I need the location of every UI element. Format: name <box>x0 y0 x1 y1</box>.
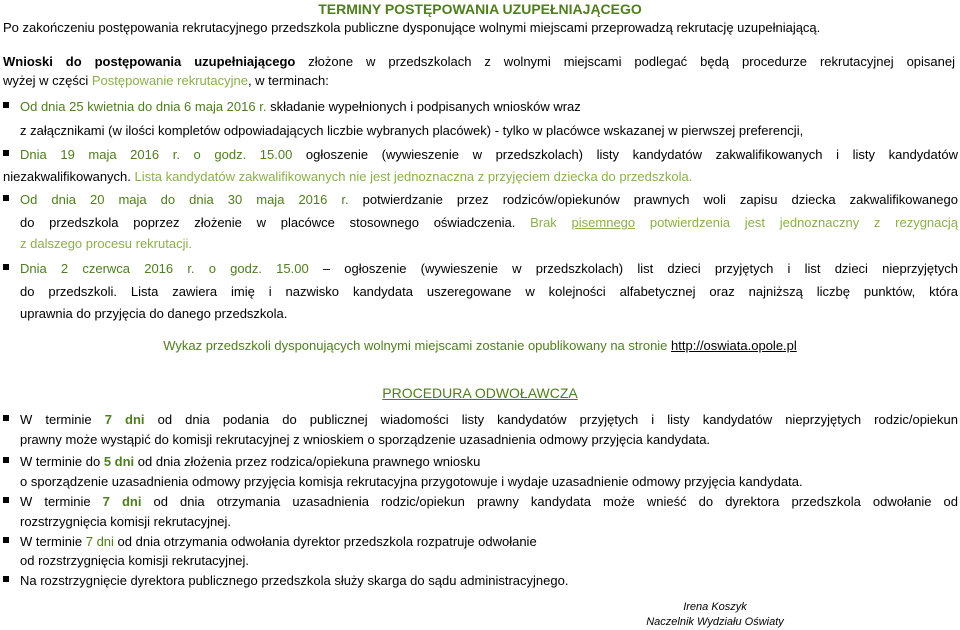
appeal-2-line-1 <box>20 452 958 471</box>
term-2-date: Dnia 19 maja 2016 r. o godz. 15.00 <box>20 147 293 162</box>
intro-line-3-b: , w terminach: <box>247 73 329 88</box>
term-3-text-2d: potwierdzenia jest jednoznaczny z rezygnacją <box>635 215 959 230</box>
term-4-date: Dnia 2 czerwca 2016 r. o godz. 15.00 <box>20 261 309 276</box>
appeal-4-a: W terminie <box>20 534 86 549</box>
appeal-1-line-2: prawny może wystąpić do komisji rekrutacyjnej z wnioskiem o sporządzenie uzasadnienia odmowy przyjęcia kandydata. <box>20 432 711 447</box>
appeal-3-days: 7 dni <box>102 494 142 509</box>
term-4-line-2: do przedszkoli. Lista zawiera imię i nazwisko kandydata uszeregowane w kolejności alfabetycznej oraz najniższą liczbę punktów, która <box>20 284 958 299</box>
bullet-icon <box>3 145 13 164</box>
appeal-5-line-1: Na rozstrzygnięcie dyrektora publicznego przedszkola służy skarga do sądu administracyjnego. <box>20 573 569 588</box>
bullet-icon <box>3 410 13 429</box>
term-2-note: Lista kandydatów zakwalifikowanych nie jest jednoznaczna z przyjęciem dziecka do przedszkola. <box>134 169 693 184</box>
bullet-icon <box>3 571 13 590</box>
term-4-line-1 <box>20 259 958 278</box>
term-3-text-2b: Brak <box>530 215 572 230</box>
section-title-appeal: PROCEDURA ODWOŁAWCZA <box>382 385 578 401</box>
term-3-line-2 <box>20 213 958 232</box>
appeal-3-line-2: rozstrzygnięcia komisji rekrutacyjnej. <box>20 514 231 529</box>
appeal-3-b: od dnia otrzymania uzasadnienia rodzic/opiekun prawny kandydata może wnieść do dyrektora przedszkola odwołanie od <box>141 494 958 509</box>
signature-role: Naczelnik Wydziału Oświaty <box>646 616 784 628</box>
intro-line-3 <box>3 71 955 90</box>
appeal-4-line-1 <box>20 532 958 551</box>
term-1-text: składanie wypełnionych i podpisanych wniosków wraz <box>266 99 581 114</box>
appeal-2-b: od dnia złożenia przez rodzica/opiekuna prawnego wniosku <box>134 454 481 469</box>
term-3-line-3: z dalszego procesu rekrutacji. <box>20 236 192 251</box>
term-3-date: Od dnia 20 maja do dnia 30 maja 2016 r. <box>20 192 349 207</box>
intro-line-3-a: wyżej w części <box>3 73 92 88</box>
appeal-2-days: 5 dni <box>103 454 135 469</box>
appeal-2-a: W terminie do <box>20 454 104 469</box>
term-3-text-2a: do przedszkola poprzez złożenie w placówce stosownego oświadczenia. <box>20 215 531 230</box>
term-3-text: potwierdzanie przez rodziców/opiekunów prawnych woli zapisu dziecka zakwalifikowanego <box>348 192 958 207</box>
bullet-icon <box>3 452 13 471</box>
term-3-line-1 <box>20 190 958 209</box>
term-2-line-2 <box>3 167 955 186</box>
notice-text: Wykaz przedszkoli dysponujących wolnymi miejscami zostanie opublikowany na stronie <box>163 338 672 353</box>
bullet-icon <box>3 97 13 116</box>
appeal-3-a: W terminie <box>20 494 103 509</box>
term-2-line-1 <box>20 145 958 164</box>
appeal-4-line-2: od rozstrzygnięcia komisji rekrutacyjnej. <box>20 553 250 568</box>
term-1-line-1 <box>20 97 958 116</box>
intro-line-2-rest: złożone w przedszkolach z wolnymi miejscami podlegać będą procedurze rekrutacyjnej opisanej <box>295 54 956 69</box>
bullet-icon <box>3 259 13 278</box>
intro-line-1: Po zakończeniu postępowania rekrutacyjnego przedszkola publiczne dysponujące wolnymi miejscami przeprowadzą rekrutację uzupełniającą. <box>3 20 821 35</box>
intro-line-2 <box>3 52 955 71</box>
page-title: TERMINY POSTĘPOWANIA UZUPEŁNIAJĄCEGO <box>318 1 642 17</box>
term-4-text: – ogłoszenie (wywieszenie w przedszkolach) list dzieci przyjętych i list dzieci nieprzyjętych <box>308 261 958 276</box>
term-1-date: Od dnia 25 kwietnia do dnia 6 maja 2016 r. <box>20 99 267 114</box>
oswiata-link[interactable]: http://oswiata.opole.pl <box>671 338 797 353</box>
appeal-2-line-2: o sporządzenie uzasadnienia odmowy przyjęcia komisja rekrutacyjna przygotowuje i wydaje uzasadnienie odmowy przyjęcia kandydata. <box>20 474 803 489</box>
bullet-icon <box>3 532 13 551</box>
appeal-1-line-1 <box>20 410 958 429</box>
term-2-text-2a: niezakwalifikowanych. <box>3 169 135 184</box>
intro-bold: Wnioski do postępowania uzupełniającego <box>3 54 296 69</box>
appeal-1-b: od dnia podania do publicznej wiadomości listy kandydatów przyjętych i listy kandydatów nieprzyjętych rodzic/opiekun <box>144 412 958 427</box>
recruitment-section-link[interactable]: Postępowanie rekrutacyjne <box>91 73 248 88</box>
appeal-3-line-1 <box>20 492 958 511</box>
appeal-1-days: 7 dni <box>104 412 145 427</box>
bullet-icon <box>3 190 13 209</box>
term-3-text-2c: pisemnego <box>571 215 636 230</box>
signature-name: Irena Koszyk <box>683 601 747 613</box>
appeal-4-days: 7 dni <box>85 534 114 549</box>
appeal-4-b: od dnia otrzymania odwołania dyrektor przedszkola rozpatruje odwołanie <box>113 534 537 549</box>
term-2-text: ogłoszenie (wywieszenie w przedszkolach) listy kandydatów zakwalifikowanych i listy kandydatów <box>292 147 958 162</box>
term-4-line-3: uprawnia do przyjęcia do danego przedszkola. <box>20 306 288 321</box>
term-1-line-2: z załącznikami (w ilości kompletów odpowiadających liczbie wybranych placówek) - tylko w placówce wskazanej w pierwszej preferencji, <box>20 123 804 138</box>
notice <box>0 336 960 355</box>
bullet-icon <box>3 492 13 511</box>
appeal-1-a: W terminie <box>20 412 105 427</box>
